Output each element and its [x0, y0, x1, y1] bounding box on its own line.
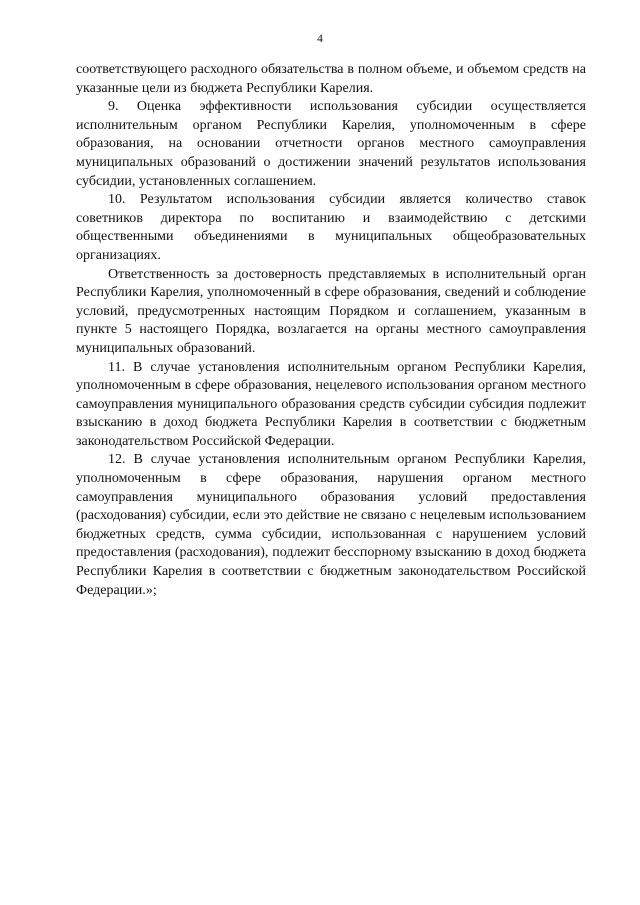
paragraph-item-10: 10. Результатом использования субсидии является количество ставок советников директора по воспитанию и взаимодействию с детскими общественными объединениями в муниципальных общеобразовательных организациях. [76, 192, 586, 263]
paragraph-item-11: 11. В случае установления исполнительным органом Республики Карелия, уполномоченным в сфере образования, нецелевого использования органом местного самоуправления муниципального образования средств субсидии субсидия подлежит взысканию в доход бюджета Республики Карелия в соответствии с бюджетным законодательством Российской Федерации. [76, 359, 586, 449]
paragraph-responsibility: Ответственность за достоверность представляемых в исполнительный орган Республики Карелия, уполномоченный в сфере образования, сведений и соблюдение условий, предусмотренных настоящим Порядком и соглашением, указанным в пункте 5 настоящего Порядка, возлагается на органы местного самоуправления муниципальных образований. [76, 266, 586, 356]
paragraph-item-12: 12. В случае установления исполнительным органом Республики Карелия, уполномоченным в сфере образования, нарушения органом местного самоуправления муниципального образования условий предоставления (расходования) субсидии, если это действие не связано с нецелевым использованием бюджетных средств, сумма субсидии, использованная с нарушением условий предоставления (расходования), подлежит бесспорному взысканию в доход бюджета Республики Карелия в соответствии с бюджетным законодательством Российской Федерации.»; [76, 452, 586, 598]
paragraph-continuation: соответствующего расходного обязательства в полном объеме, и объемом средств на указанные цели из бюджета Республики Карелия. [76, 62, 586, 96]
paragraph-item-9: 9. Оценка эффективности использования субсидии осуществляется исполнительным органом Республики Карелия, уполномоченным в сфере образования, на основании отчетности органов местного самоуправления муниципальных образований о достижении значений результатов использования субсидии, установленных соглашением. [76, 99, 586, 189]
page-number: 4 [317, 33, 323, 45]
document-body [76, 61, 586, 600]
